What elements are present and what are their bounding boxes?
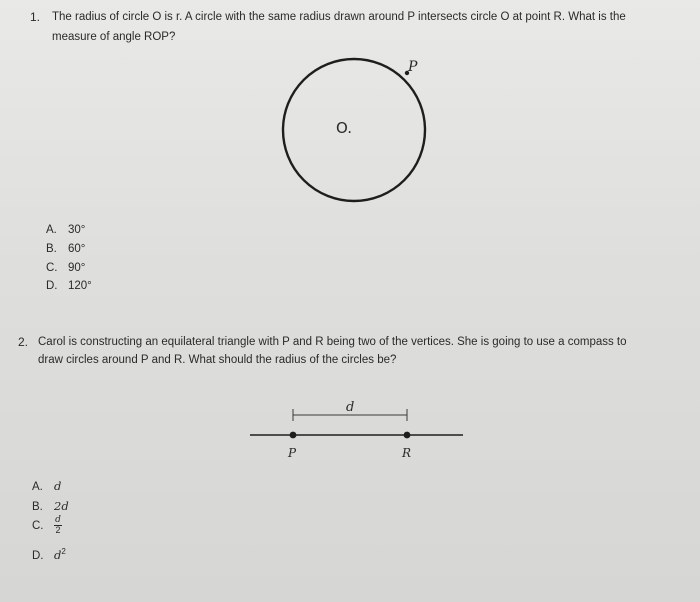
circle-o	[283, 59, 425, 201]
q2-segment-diagram	[245, 395, 470, 465]
q1-choice-d[interactable]	[46, 280, 92, 292]
exponent: 2	[61, 547, 66, 556]
choice-text: 60°	[68, 243, 86, 255]
q2-choice-b[interactable]	[32, 499, 69, 513]
point-r-dot	[404, 432, 411, 439]
d-label: d	[346, 400, 355, 415]
choice-letter: D.	[46, 280, 58, 292]
q2-choice-c[interactable]	[32, 516, 62, 535]
q1-text-line2: measure of angle ROP?	[52, 31, 176, 43]
point-r-label: R	[402, 446, 412, 460]
q2-choice-d[interactable]	[32, 547, 66, 562]
q1-choice-c[interactable]	[46, 262, 85, 274]
choice-letter: C.	[32, 519, 44, 532]
choice-letter: B.	[32, 501, 43, 513]
choice-text: 120°	[68, 280, 92, 292]
q2-text-line2: draw circles around P and R. What should the radius of the circles be?	[38, 354, 397, 366]
choice-text: d	[54, 479, 62, 493]
choice-text: d	[54, 547, 62, 562]
center-o-label: O.	[336, 119, 352, 137]
choice-letter: A.	[46, 224, 57, 236]
q1-choice-b[interactable]	[46, 243, 85, 255]
q2-text-line1: Carol is constructing an equilateral triangle with P and R being two of the vertices. She is going to use a compass to	[38, 336, 627, 348]
fraction	[54, 516, 62, 535]
q1-text-line1: The radius of circle O is r. A circle with the same radius drawn around P intersects circle O at point R. What is the	[52, 11, 626, 23]
choice-letter: D.	[32, 549, 44, 562]
choice-letter: B.	[46, 243, 57, 255]
point-p-dot	[290, 432, 297, 439]
fraction-numerator: d	[55, 515, 61, 525]
q1-choice-a[interactable]	[46, 224, 85, 236]
q2-choice-a[interactable]	[32, 479, 61, 493]
q2-number: 2.	[18, 335, 29, 349]
choice-text: 90°	[68, 262, 86, 274]
point-p-label: P	[408, 59, 418, 75]
choice-letter: C.	[46, 262, 58, 274]
choice-text: 30°	[68, 224, 86, 236]
choice-letter: A.	[32, 481, 43, 493]
fraction-denominator: 2	[55, 525, 61, 535]
choice-text: 2d	[54, 499, 69, 513]
point-p-label: P	[288, 446, 297, 460]
q1-circle-diagram	[270, 55, 440, 205]
q1-number: 1.	[30, 10, 41, 24]
